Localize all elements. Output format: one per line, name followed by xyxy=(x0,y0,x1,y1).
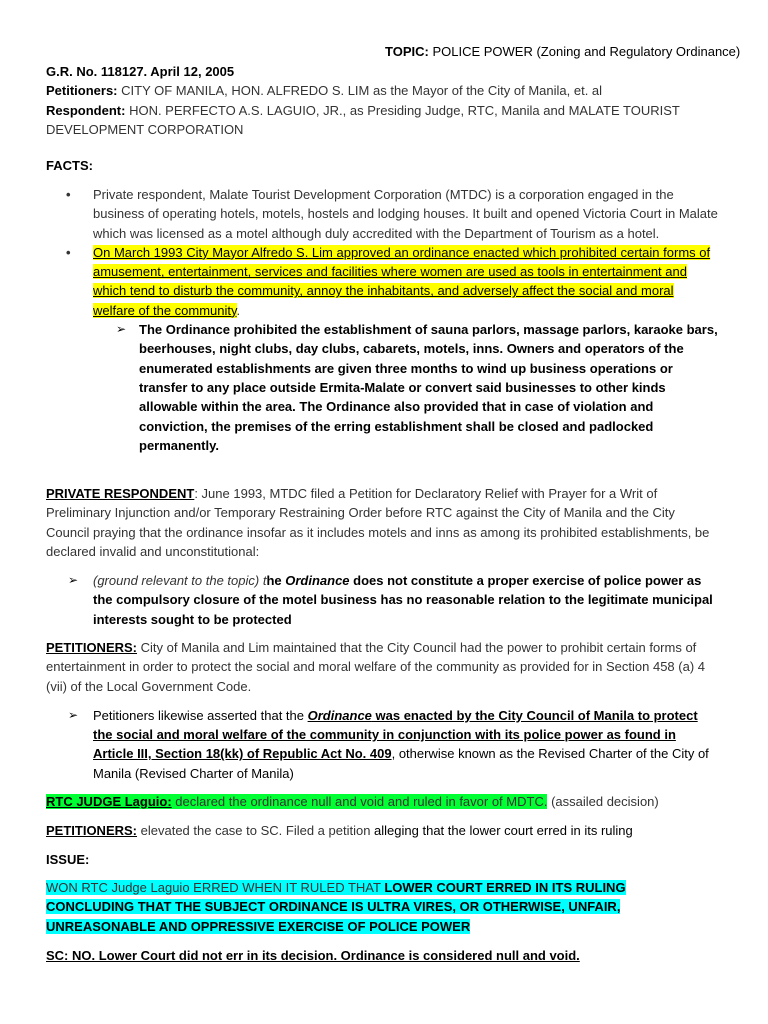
private-respondent-text: : June 1993, MTDC filed a Petition for Declaratory Relief with Prayer for a Writ of Preliminary Injunction and/or Temporary Restraining Order before RTC against the City of Manila and the City Council praying that the ordinance insofar as it includes motels and inns as among its prohibited establishments, be declared invalid and unconstitutional: xyxy=(46,486,710,559)
private-respondent-paragraph xyxy=(46,484,718,561)
respondent-text: HON. PERFECTO A.S. LAGUIO, JR., as Presiding Judge, RTC, Manila and MALATE TOURIST DEVELOPMENT CORPORATION xyxy=(46,102,680,137)
issue-heading-text: ISSUE: xyxy=(46,852,90,867)
private-respondent-label: PRIVATE RESPONDENT xyxy=(46,486,195,501)
rtc-label: RTC JUDGE Laguio: xyxy=(46,794,172,809)
petitioners2-paragraph xyxy=(46,821,718,840)
petitioners-text: City of Manila and Lim maintained that the City Council had the power to prohibit certain forms of entertainment in order to protect the social and moral welfare of the community as provided for in Section 458 (a) 4 (vii) of the Local Government Code. xyxy=(46,640,706,694)
rtc-line xyxy=(46,792,718,811)
facts-bullet-1: Private respondent, Malate Tourist Development Corporation (MTDC) is a corporation engaged in the business of operating hotels, motels, hostels and lodging houses. It built and opened Victoria Court in Malate which was licensed as a motel although duly accredited with the Department of Tourism as a hotel. xyxy=(93,187,718,241)
arrow-text-2: does not constitute a proper exercise of police power as the compulsory closure of the motel business has no reasonable relation to the legitimate municipal interests sought to be protected xyxy=(93,573,713,627)
list-item xyxy=(46,185,718,243)
petitioners-paragraph xyxy=(46,638,718,696)
case-header xyxy=(46,62,718,139)
respondent-line xyxy=(46,101,718,140)
facts-sub-bullet-text: The Ordinance prohibited the establishment of sauna parlors, massage parlors, karaoke bars, beerhouses, night clubs, day clubs, cabarets, motels, inns. Owners and operators of the enumerated establishments are given three months to wind up business operations or transfer to any place outside Ermita-Malate or convert said businesses to other kinds allowable within the area. The Ordinance also provided that in case of violation and conviction, the premises of the erring establishment shall be closed and padlocked permanently. xyxy=(139,322,718,453)
petitioners-line xyxy=(46,81,718,100)
issue-bold: LOWER COURT ERRED IN ITS RULING CONCLUDING THAT THE SUBJECT ORDINANCE IS ULTRA VIRES, OR OTHERWISE, UNFAIR, UNREASONABLE AND OPPRESSIVE EXERCISE OF POLICE POWER xyxy=(46,880,626,934)
sc-ruling-text: SC: NO. Lower Court did not err in its decision. Ordinance is considered null and void. xyxy=(46,948,580,963)
arrow-ordinance: Ordinance xyxy=(285,573,350,589)
petitioners-arrow-end: , otherwise known as the Revised Charter of the City of Manila (Revised Charter of Manila) xyxy=(93,746,709,781)
facts-sub-bullet xyxy=(46,320,718,455)
petitioners-label: Petitioners: xyxy=(46,83,118,99)
private-respondent-section xyxy=(46,484,718,629)
rtc-paragraph xyxy=(46,792,718,811)
petitioners2-label: PETITIONERS: xyxy=(46,823,138,838)
facts-bullet-2-highlight: On March 1993 City Mayor Alfredo S. Lim approved an ordinance enacted which prohibited certain forms of amusement, entertainment, services and facilities where women are used as tools in entertainment and which tend to disturb the community, annoy the inhabitants, and adversely affect the social and moral welfare of the community xyxy=(93,244,711,318)
facts-bullet-2-end: . xyxy=(236,302,241,318)
bullet-dot-icon: • xyxy=(66,187,71,202)
respondent-label: Respondent: xyxy=(46,102,126,118)
sc-ruling xyxy=(46,946,718,965)
issue-statement xyxy=(46,878,714,936)
private-respondent-arrow xyxy=(46,571,718,629)
petitioners-arrow xyxy=(46,706,718,783)
rtc-end: (assailed decision) xyxy=(547,794,659,809)
petitioners-label: PETITIONERS: xyxy=(46,640,138,655)
facts-list xyxy=(46,185,718,320)
topic-text: POLICE POWER (Zoning and Regulatory Ordinance) xyxy=(428,44,741,59)
petitioners-arrow-start: Petitioners likewise asserted that the xyxy=(93,707,308,723)
topic-label: TOPIC: xyxy=(385,44,429,59)
issue-paragraph xyxy=(46,878,714,936)
rtc-highlight: declared the ordinance null and void and ruled in favor of MDTC. xyxy=(171,794,548,809)
ground-note: (ground relevant to the topic) t xyxy=(93,573,267,589)
petitioners2-text-1: elevated the case to SC. Filed a petition xyxy=(137,823,375,838)
arrow-bullet-icon: ➢ xyxy=(68,573,79,588)
arrow-bullet-icon: ➢ xyxy=(68,707,79,722)
facts-heading xyxy=(46,156,718,175)
petitioners2-text-2: alleging that the lower court erred in its ruling xyxy=(374,823,633,838)
gr-number: G.R. No. 118127. April 12, 2005 xyxy=(46,64,235,79)
petitioners-text: CITY OF MANILA, HON. ALFREDO S. LIM as the Mayor of the City of Manila, et. al xyxy=(117,83,603,99)
issue-heading xyxy=(46,850,718,869)
issue-plain: WON RTC Judge Laguio ERRED WHEN IT RULED THAT xyxy=(46,880,385,895)
petitioners2-line xyxy=(46,821,718,840)
arrow-bullet-icon: ➢ xyxy=(116,322,127,337)
topic-line xyxy=(385,42,740,61)
petitioners-arrow-bold: was enacted by the City Council of Manila to protect the social and moral welfare of the community in conjunction with its police power as found in Article III, Section 18(kk) of Republic Act No. 409 xyxy=(93,707,698,762)
arrow-text-1: he xyxy=(266,573,286,589)
list-item xyxy=(46,243,718,320)
petitioners-arrow-ordinance: Ordinance xyxy=(307,707,372,723)
facts-section xyxy=(46,185,718,455)
facts-heading-text: FACTS: xyxy=(46,158,93,173)
bullet-dot-icon: • xyxy=(66,244,71,260)
petitioners-section xyxy=(46,638,718,783)
